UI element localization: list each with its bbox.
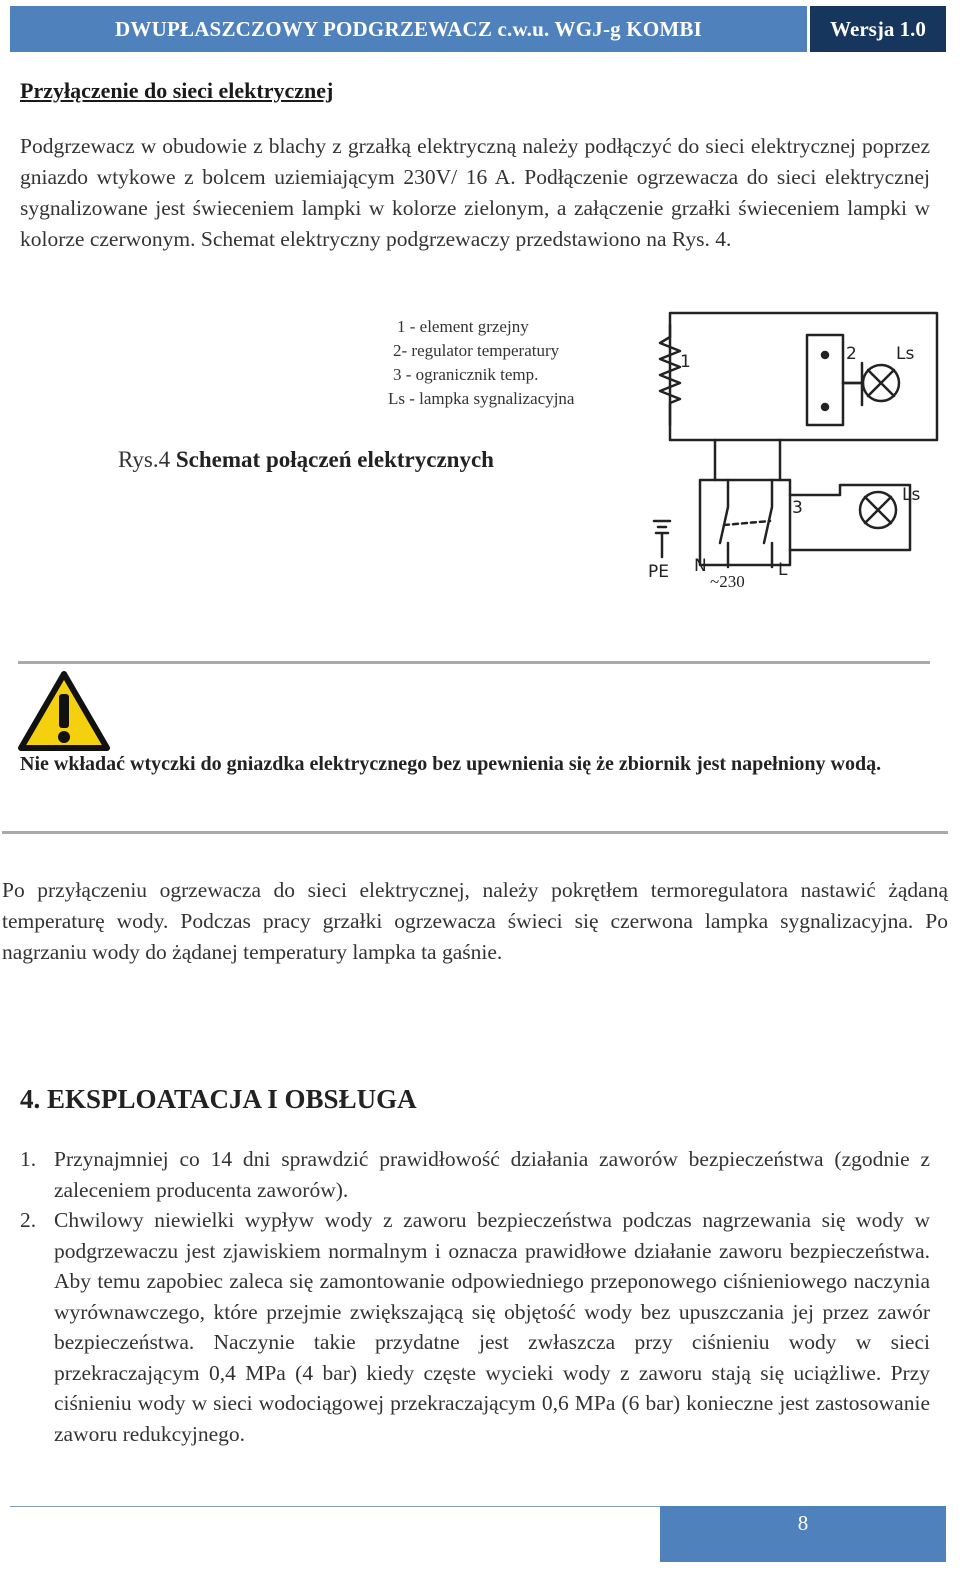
label-n: N: [694, 556, 707, 576]
footer-rule: [10, 1506, 660, 1507]
section-title: Przyłączenie do sieci elektrycznej: [20, 78, 334, 103]
regulator-box: [807, 335, 843, 425]
warning-triangle-icon: [17, 670, 111, 752]
connection-paragraph: Podgrzewacz w obudowie z blachy z grzałką elektryczną należy podłączyć do sieci elektrycznej poprzez gniazdo wtykowe z bolcem uziemiającym 230V/ 16 A. Podłączenie ogrzewacza do sieci elektrycznej sygnalizowane jest świeceniem lampki w kolorze zielonym, a załączenie grzałki świeceniem lampki w kolorze czerwonym. Schemat elektryczny podgrzewaczy przedstawiono na Rys. 4.: [20, 134, 930, 251]
document-title: DWUPŁASZCZOWY PODGRZEWACZ c.w.u. WGJ-g KOMBI: [10, 6, 807, 52]
limiter-wire: [728, 543, 772, 567]
warning-text: Nie wkładać wtyczki do gniazdka elektrycznego bez upewnienia się że zbiornik jest napełniony wodą.: [20, 753, 882, 775]
label-lamp-bottom: Ls: [902, 485, 921, 505]
label-regulator: 2: [846, 344, 857, 364]
operation-paragraph: Po przyłączeniu ogrzewacza do sieci elektrycznej, należy pokrętłem termoregulatora nastawić żądaną temperaturę wody. Podczas pracy grzałki ogrzewacza świeci się czerwona lampka sygnalizacyjna. Po nagrzaniu wody do żądanej temperatury lampka ta gaśnie.: [2, 878, 948, 964]
regulator-contact: [822, 404, 828, 410]
lamp-wire: [843, 363, 862, 383]
list-item-text: Przynajmniej co 14 dni sprawdzić prawidłowość działania zaworów bezpieczeństwa (zgodnie z zaleceniem producenta zaworów).: [54, 1147, 930, 1202]
legend-item: 3 - ogranicznik temp.: [393, 365, 539, 384]
lower-circuit-wire: [790, 485, 910, 550]
list-item-text: Chwilowy niewielki wypływ wody z zaworu bezpieczeństwa podczas nagrzewania się wody w podgrzewaczu jest zjawiskiem normalnym i oznacza prawidłowe działanie zaworu bezpieczeństwa. Aby temu zapobiec zaleca się zamontowanie odpowiedniego przeponowego ciśnieniowego naczynia wyrównawczego, które przejmie zwiększającą się objętość wody bez upuszczania jej przez zawór bezpieczeństwa. Naczynie takie przydatne jest zwłaszcza przy ciśnieniu wody w sieci przekraczającym 0,4 MPa (4 bar) kiedy częste wycieki wody z zaworu stają się uciążliwe. Przy ciśnieniu wody w sieci wodociągowej przekraczającym 0,6 MPa (6 bar) konieczne jest zastosowanie zaworu redukcyjnego.: [54, 1208, 930, 1446]
label-heater: 1: [680, 352, 691, 372]
label-pe: PE: [648, 562, 669, 582]
list-item: [20, 1144, 930, 1205]
label-voltage: ~230: [710, 572, 745, 591]
list-number: 1.: [20, 1147, 37, 1171]
label-lamp-top: Ls: [896, 344, 915, 364]
version-label: Wersja 1.0: [810, 6, 946, 52]
legend-item: 1 - element grzejny: [397, 317, 529, 336]
divider: [18, 661, 930, 664]
label-l: L: [778, 560, 788, 580]
chapter-title: 4. EKSPLOATACJA I OBSŁUGA: [20, 1084, 417, 1114]
connection-wire: [715, 440, 780, 480]
figure-number: Rys.4: [118, 447, 171, 472]
divider: [2, 831, 948, 834]
lamp-wire: [843, 383, 862, 405]
maintenance-list: [20, 1144, 930, 1449]
diagram-legend: [385, 315, 574, 411]
lamp-cross: [865, 497, 891, 523]
page-header: [10, 6, 946, 52]
lamp-cross: [868, 370, 894, 396]
legend-item: 2- regulator temperatury: [393, 341, 560, 360]
list-number: 2.: [20, 1208, 37, 1232]
figure-caption: [118, 447, 494, 473]
limiter-switch: [720, 480, 772, 543]
list-item: [20, 1205, 930, 1449]
legend-item: Ls - lampka sygnalizacyjna: [388, 389, 575, 408]
page-number: 8: [660, 1506, 946, 1562]
figure-title: Schemat połączeń elektrycznych: [170, 447, 494, 472]
label-limiter: 3: [792, 498, 803, 518]
limiter-link: [724, 521, 770, 525]
regulator-contact: [822, 352, 828, 358]
ground-symbol: [654, 521, 670, 557]
wiring-diagram: [640, 305, 940, 595]
